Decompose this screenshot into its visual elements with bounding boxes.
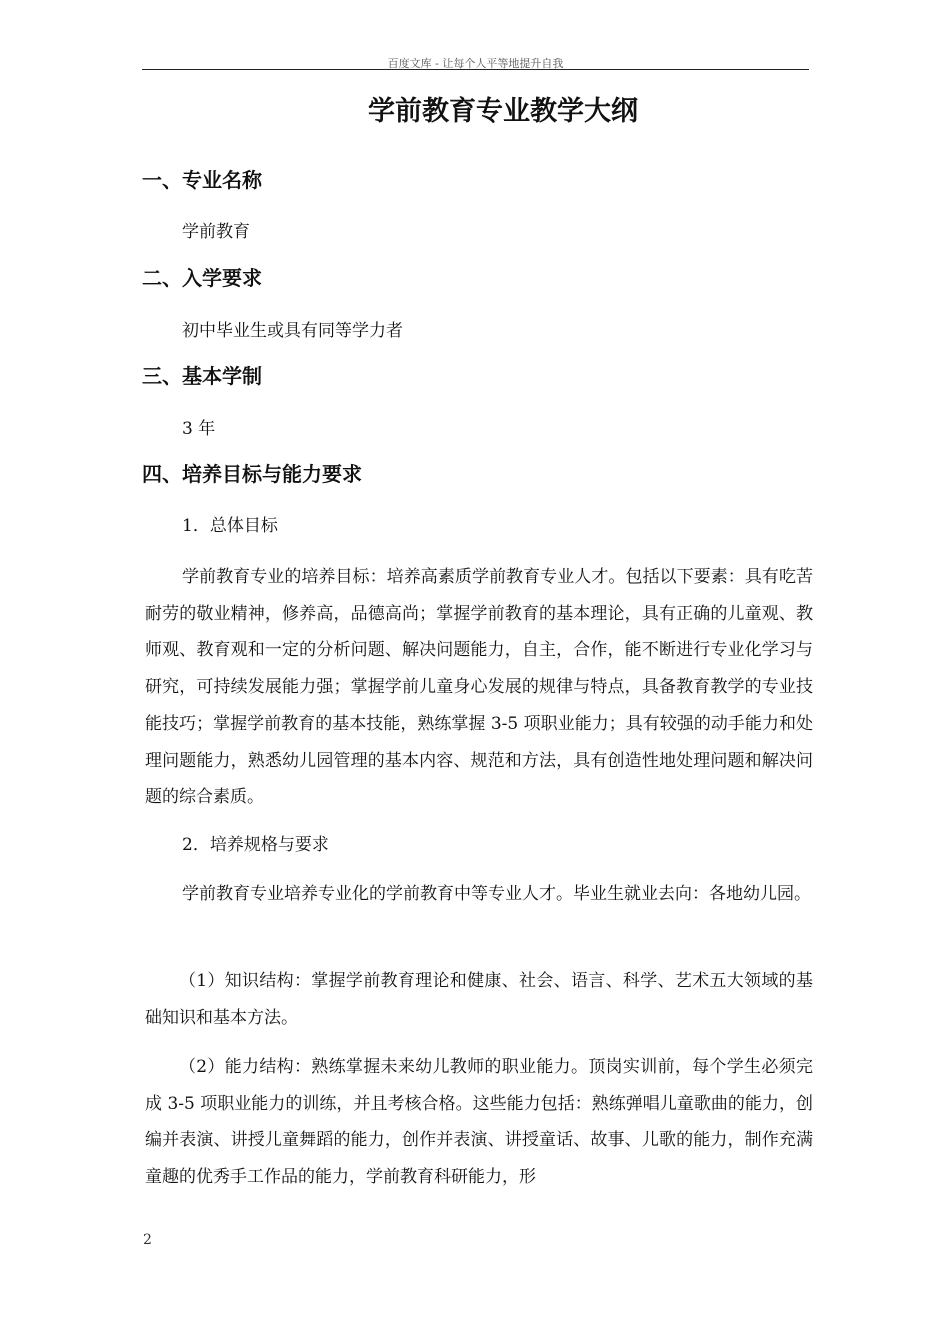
section-heading-duration: 三、基本学制	[142, 364, 262, 388]
section-heading-objectives: 四、培养目标与能力要求	[142, 462, 362, 486]
section-heading-major-name: 一、专业名称	[142, 168, 262, 192]
subheading-training-spec: 2．培养规格与要求	[182, 835, 329, 855]
running-header: 百度文库 - 让每个人平等地提升自我	[387, 57, 564, 70]
page-number: 2	[143, 1232, 152, 1248]
paragraph-training-spec: 学前教育专业培养专业化的学前教育中等专业人才。毕业生就业去向：各地幼儿园。	[182, 884, 811, 904]
paragraph-knowledge-structure: （1）知识结构：掌握学前教育理论和健康、社会、语言、科学、艺术五大领域的基础知识和基本方法。	[145, 971, 813, 1028]
header-divider	[142, 69, 809, 70]
major-name-text: 学前教育	[182, 222, 250, 242]
paragraph-ability-structure: （2）能力结构：熟练掌握未来幼儿教师的职业能力。顶岗实训前，每个学生必须完成 3-5 项职业能力的训练，并且考核合格。这些能力包括：熟练弹唱儿童歌曲的能力，创编并表演、讲授儿童舞蹈的能力，创作并表演、讲授童话、故事、儿歌的能力，制作充满童趣的优秀手工作品的能力，学前教育科研能力，形	[145, 1057, 813, 1188]
document-title: 学前教育专业教学大纲	[368, 96, 638, 127]
subheading-overall-goal: 1．总体目标	[182, 516, 278, 536]
admission-text: 初中毕业生或具有同等学力者	[182, 321, 403, 341]
duration-text: 3 年	[182, 419, 216, 439]
section-heading-admission: 二、入学要求	[142, 266, 262, 290]
paragraph-overall-goal: 学前教育专业的培养目标：培养高素质学前教育专业人才。包括以下要素：具有吃苦耐劳的敬业精神，修养高，品德高尚；掌握学前教育的基本理论，具有正确的儿童观、教师观、教育观和一定的分析问题、解决问题能力，自主，合作，能不断进行专业化学习与研究，可持续发展能力强；掌握学前儿童身心发展的规律与特点，具备教育教学的专业技能技巧；掌握学前教育的基本技能，熟练掌握 3-5 项职业能力；具有较强的动手能力和处理问题能力，熟悉幼儿园管理的基本内容、规范和方法，具有创造性地处理问题和解决问题的综合素质。	[145, 567, 813, 808]
